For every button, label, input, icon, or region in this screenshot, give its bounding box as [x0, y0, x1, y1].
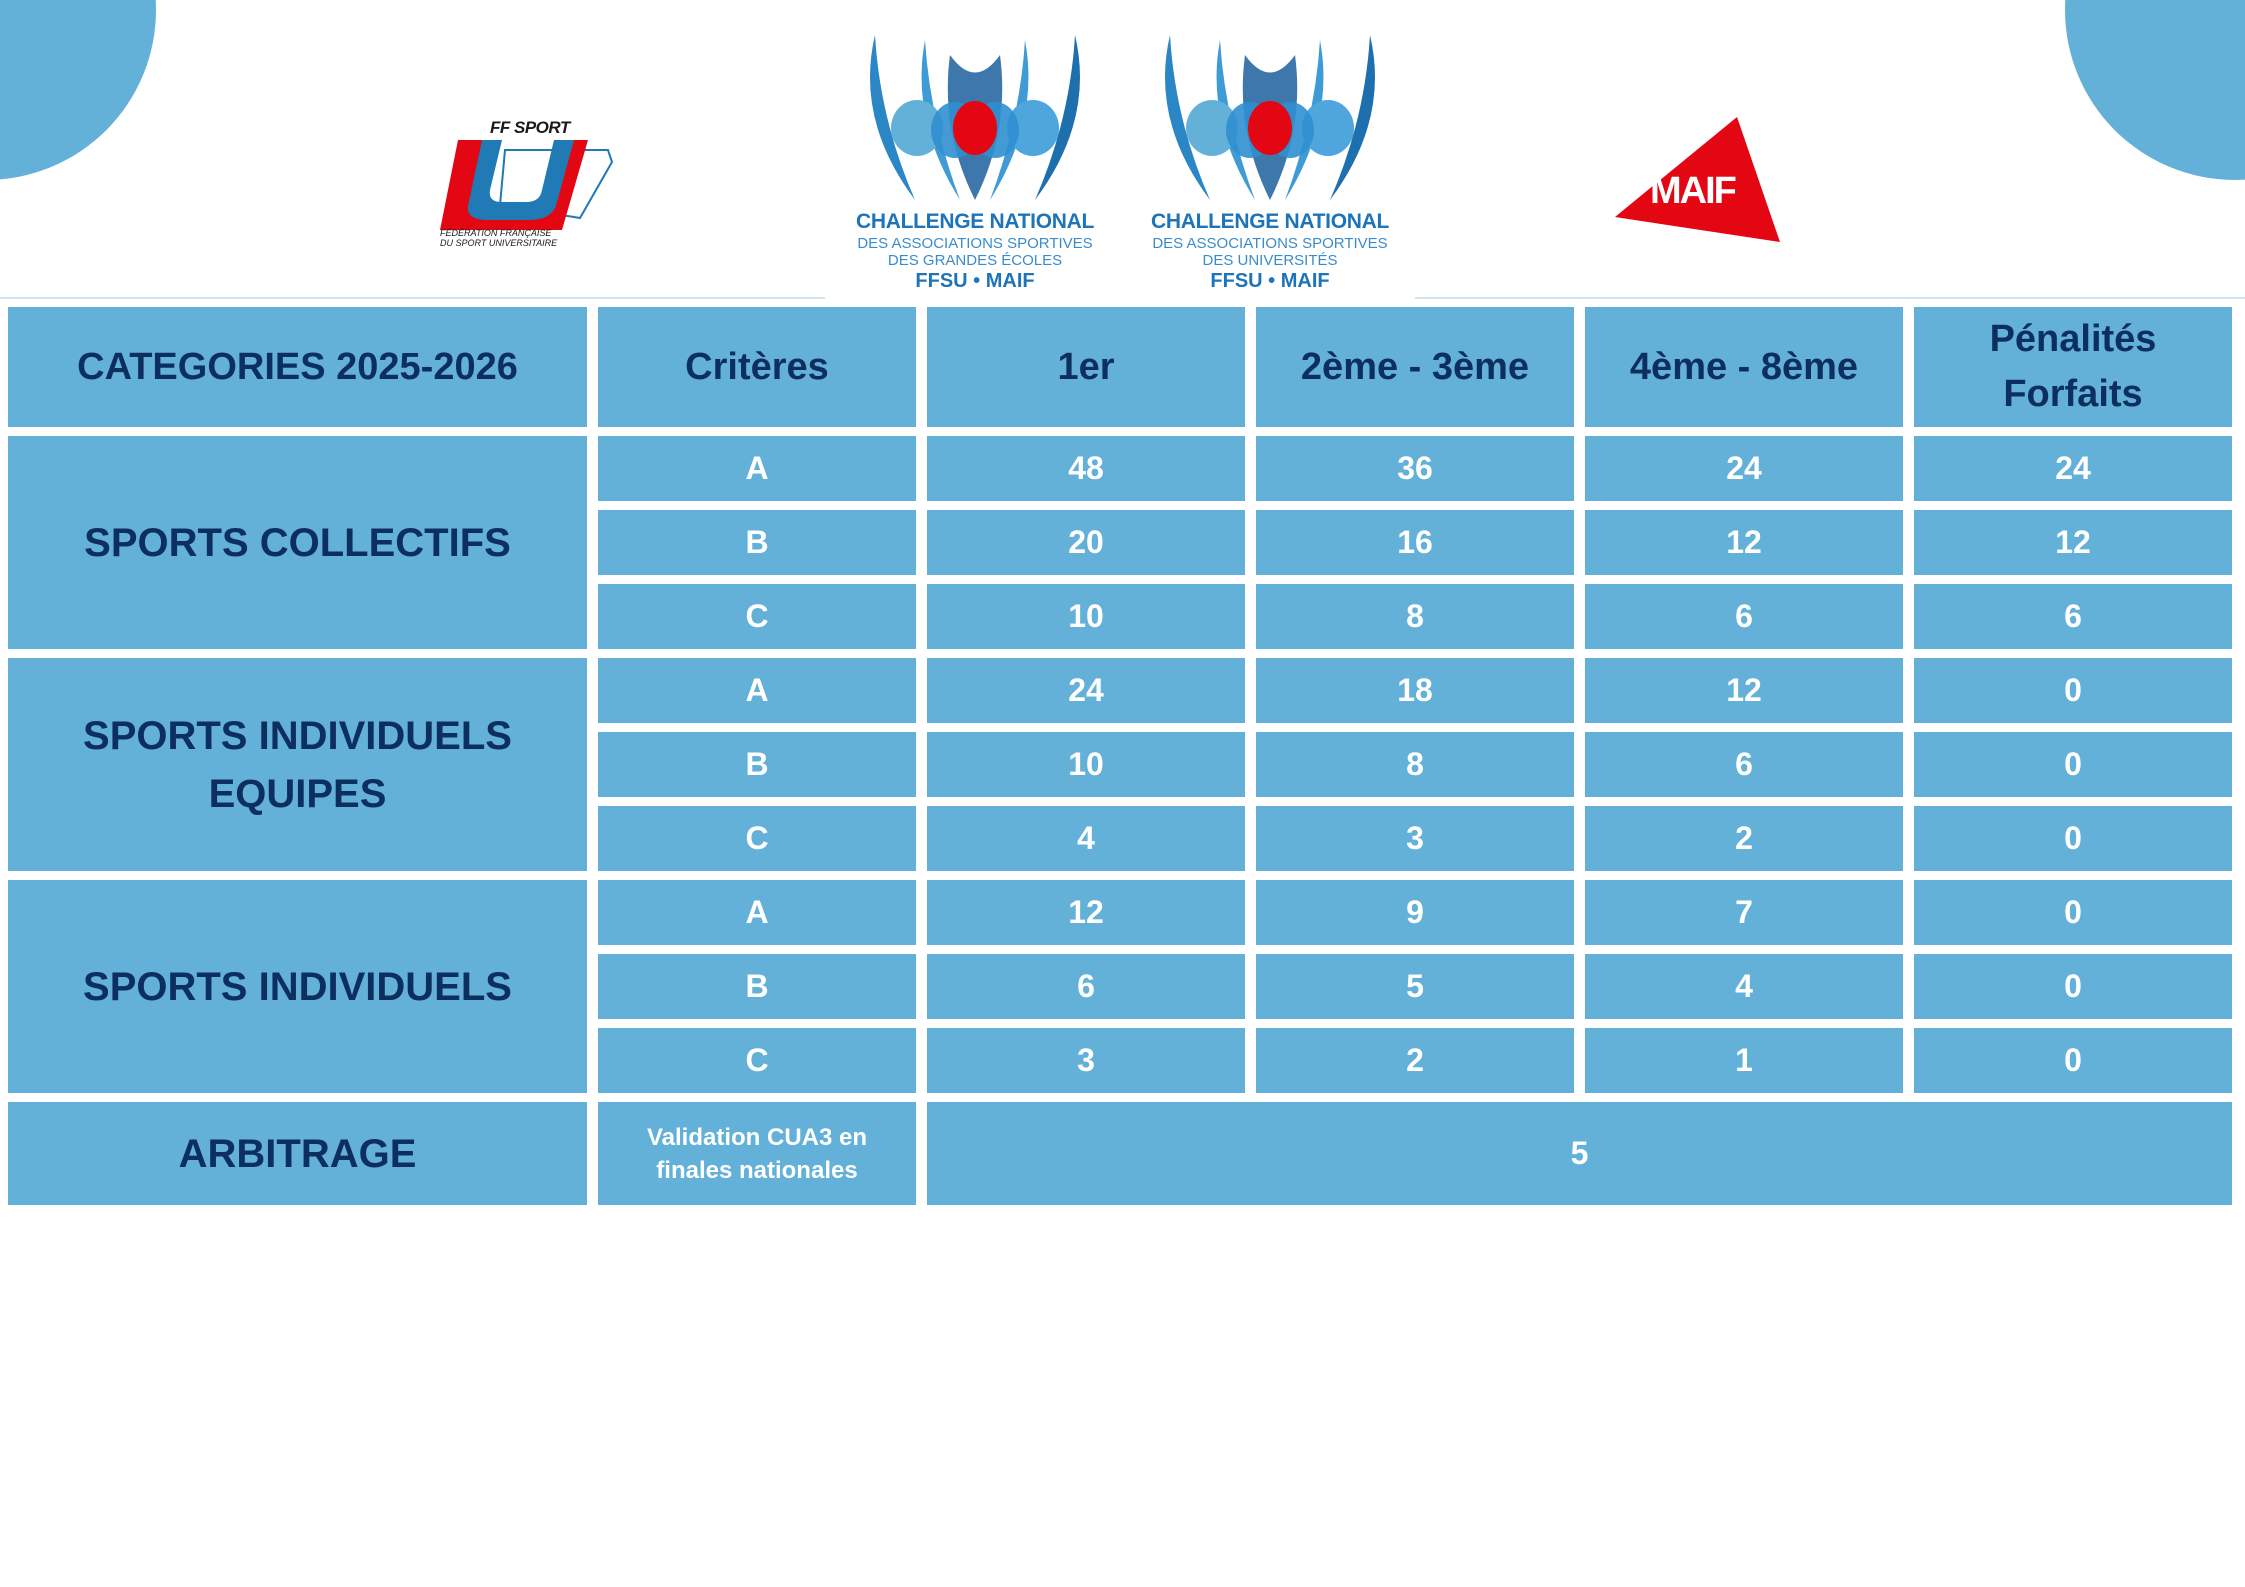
category-cell — [8, 658, 587, 871]
arbitrage-criteria-cell-line: finales nationales — [656, 1156, 858, 1184]
criteria-cell: C — [598, 806, 916, 871]
value-cell: 1 — [1585, 1028, 1903, 1093]
criteria-cell: A — [598, 658, 916, 723]
value-cell: 2 — [1256, 1028, 1574, 1093]
value-cell: 48 — [927, 436, 1245, 501]
challenge-brand: FFSU • MAIF — [1210, 270, 1330, 292]
criteria-cell: B — [598, 510, 916, 575]
value-cell: 0 — [1914, 1028, 2232, 1093]
value-cell: 24 — [927, 658, 1245, 723]
maif-logo-text: MAIF — [1650, 170, 1735, 212]
challenge-title: CHALLENGE NATIONAL — [1150, 210, 1390, 233]
header-4eme-8eme: 4ème - 8ème — [1585, 307, 1903, 427]
arbitrage-criteria-cell-line: Validation CUA3 en — [646, 1123, 868, 1151]
value-cell: 9 — [1256, 880, 1574, 945]
value-cell: 18 — [1256, 658, 1574, 723]
criteria-cell: A — [598, 436, 916, 501]
challenge-subtitle: DES ASSOCIATIONS SPORTIVES DES UNIVERSITÉS — [1152, 235, 1388, 269]
value-cell: 0 — [1914, 880, 2232, 945]
value-cell: 20 — [927, 510, 1245, 575]
category-cell — [8, 880, 587, 1093]
category-cell — [8, 436, 587, 649]
category-cell-line: EQUIPES — [208, 771, 387, 816]
value-cell: 0 — [1914, 658, 2232, 723]
value-cell: 3 — [927, 1028, 1245, 1093]
criteria-cell: C — [598, 584, 916, 649]
maif-logo — [1615, 112, 1785, 247]
value-cell: 6 — [1585, 732, 1903, 797]
value-cell: 36 — [1256, 436, 1574, 501]
challenge-brand: FFSU • MAIF — [915, 270, 1035, 292]
arbitrage-value-cell: 5 — [927, 1102, 2232, 1205]
header-penalites-forfaits: Pénalités Forfaits — [1914, 307, 2232, 427]
value-cell: 0 — [1914, 806, 2232, 871]
criteria-cell: B — [598, 954, 916, 1019]
value-cell: 10 — [927, 732, 1245, 797]
decorative-circle-top-left — [0, 0, 156, 180]
criteria-cell: C — [598, 1028, 916, 1093]
value-cell: 6 — [1914, 584, 2232, 649]
value-cell: 7 — [1585, 880, 1903, 945]
points-table — [0, 297, 2245, 1205]
challenge-subtitle: DES ASSOCIATIONS SPORTIVES DES GRANDES ÉCOLES — [857, 235, 1093, 269]
challenge-figures-emblem — [855, 30, 1095, 205]
category-cell-line: SPORTS COLLECTIFS — [84, 520, 511, 565]
value-cell: 8 — [1256, 732, 1574, 797]
value-cell: 12 — [927, 880, 1245, 945]
value-cell: 6 — [1585, 584, 1903, 649]
criteria-cell: A — [598, 880, 916, 945]
value-cell: 2 — [1585, 806, 1903, 871]
header-2eme-3eme: 2ème - 3ème — [1256, 307, 1574, 427]
challenge-title: CHALLENGE NATIONAL — [855, 210, 1095, 233]
value-cell: 0 — [1914, 732, 2232, 797]
ffsu-logo-caption: FÉDÉRATION FRANÇAISE DU SPORT UNIVERSITAIRE — [440, 228, 558, 248]
value-cell: 4 — [927, 806, 1245, 871]
value-cell: 12 — [1914, 510, 2232, 575]
category-cell-line: SPORTS INDIVIDUELS — [83, 713, 512, 758]
value-cell: 12 — [1585, 658, 1903, 723]
value-cell: 12 — [1585, 510, 1903, 575]
value-cell: 6 — [927, 954, 1245, 1019]
value-cell: 5 — [1256, 954, 1574, 1019]
challenge-grandes-ecoles-logo — [840, 30, 1110, 295]
challenge-figures-emblem — [1150, 30, 1390, 205]
ffsu-logo — [430, 110, 630, 250]
criteria-cell: B — [598, 732, 916, 797]
value-cell: 10 — [927, 584, 1245, 649]
decorative-circle-top-right — [2065, 0, 2245, 180]
header-categories: CATEGORIES 2025-2026 — [8, 307, 587, 427]
value-cell: 8 — [1256, 584, 1574, 649]
ffsu-logo-top-text: FF SPORT — [490, 118, 570, 137]
arbitrage-category-cell: ARBITRAGE — [8, 1102, 587, 1205]
header-1er: 1er — [927, 307, 1245, 427]
arbitrage-criteria-cell — [598, 1102, 916, 1205]
value-cell: 3 — [1256, 806, 1574, 871]
value-cell: 4 — [1585, 954, 1903, 1019]
header-criteres: Critères — [598, 307, 916, 427]
challenge-universites-logo — [1135, 30, 1405, 295]
value-cell: 24 — [1914, 436, 2232, 501]
value-cell: 24 — [1585, 436, 1903, 501]
category-cell-line: SPORTS INDIVIDUELS — [83, 964, 512, 1009]
value-cell: 0 — [1914, 954, 2232, 1019]
value-cell: 16 — [1256, 510, 1574, 575]
